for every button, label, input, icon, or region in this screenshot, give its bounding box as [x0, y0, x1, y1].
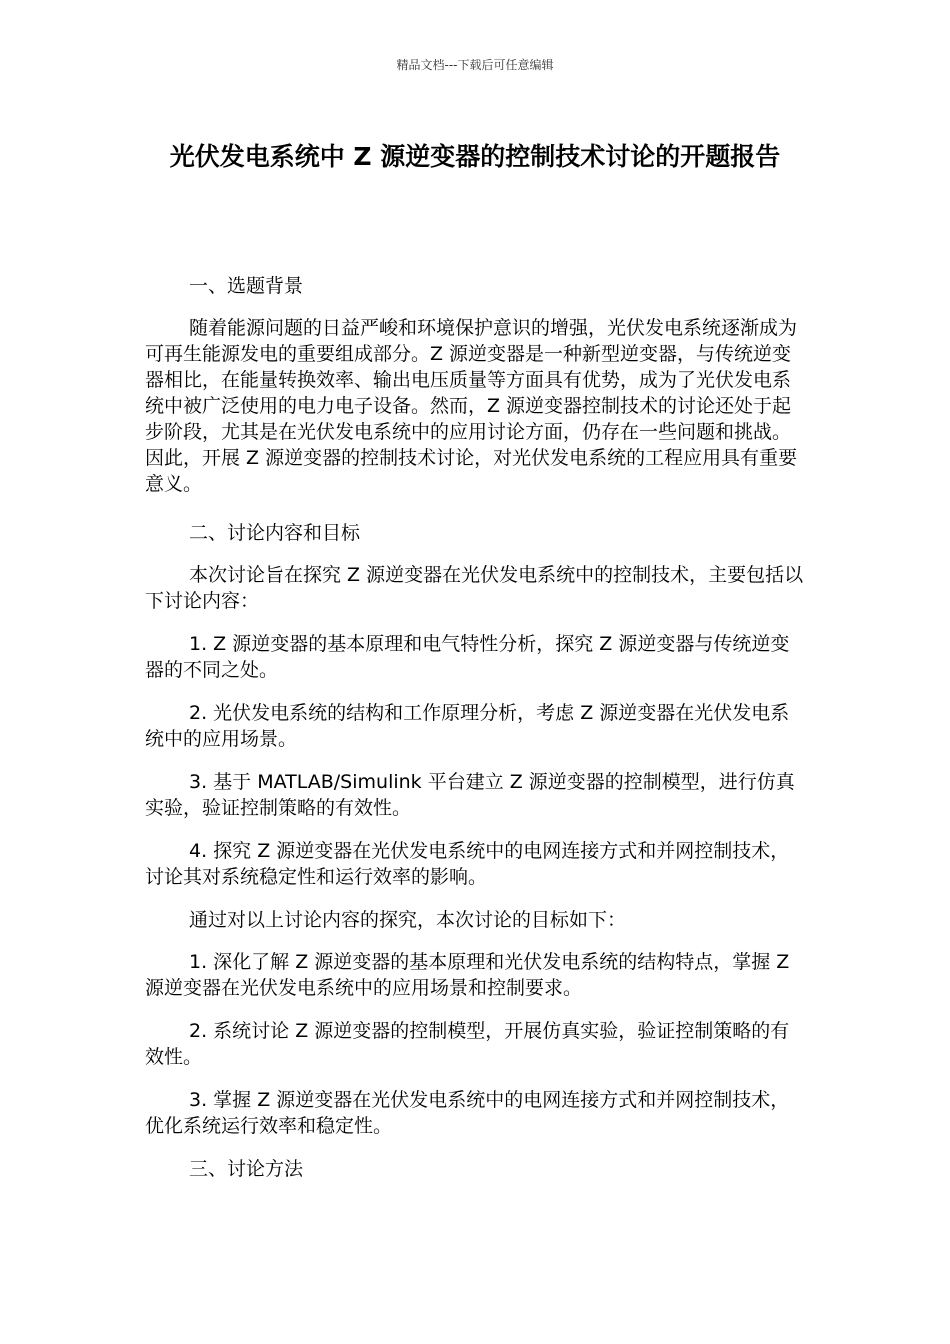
content-item-3: 3. 基于 MATLAB/Simulink 平台建立 Z 源逆变器的控制模型，进行仿真实验，验证控制策略的有效性。 [145, 771, 795, 819]
section-1-heading: 一、选题背景 [189, 275, 304, 297]
content-item-1: 1. Z 源逆变器的基本原理和电气特性分析，探究 Z 源逆变器与传统逆变器的不同之处。 [145, 633, 790, 681]
goal-item-2: 2. 系统讨论 Z 源逆变器的控制模型，开展仿真实验，验证控制策略的有效性。 [145, 1020, 790, 1068]
goal-item-1: 1. 深化了解 Z 源逆变器的基本原理和光伏发电系统的结构特点，掌握 Z 源逆变器在光伏发电系统中的应用场景和控制要求。 [145, 951, 790, 999]
section-3-heading: 三、讨论方法 [189, 1158, 304, 1180]
section-2-heading: 二、讨论内容和目标 [189, 522, 361, 544]
goals-intro-paragraph: 通过对以上讨论内容的探究，本次讨论的目标如下： [189, 909, 627, 931]
section-2-intro-paragraph: 本次讨论旨在探究 Z 源逆变器在光伏发电系统中的控制技术，主要包括以下讨论内容： [145, 564, 804, 612]
section-1-paragraph: 随着能源问题的日益严峻和环境保护意识的增强，光伏发电系统逐渐成为可再生能源发电的重要组成部分。Z 源逆变器是一种新型逆变器，与传统逆变器相比，在能量转换效率、输出电压质量等方面具有优势，成为了光伏发电系统中被广泛使用的电力电子设备。然而，Z 源逆变器控制技术的讨论还处于起步阶段，尤其是在光伏发电系统中的应用讨论方面，仍存在一些问题和挑战。因此，开展 Z 源逆变器的控制技术讨论，对光伏发电系统的工程应用具有重要意义。 [145, 317, 798, 495]
header-note: 精品文档---下载后可任意编辑 [396, 58, 554, 72]
content-item-4: 4. 探究 Z 源逆变器在光伏发电系统中的电网连接方式和并网控制技术，讨论其对系统稳定性和运行效率的影响。 [145, 840, 790, 888]
content-item-2: 2. 光伏发电系统的结构和工作原理分析，考虑 Z 源逆变器在光伏发电系统中的应用场景。 [145, 702, 790, 750]
document-title: 光伏发电系统中 Z 源逆变器的控制技术讨论的开题报告 [169, 142, 781, 171]
goal-item-3: 3. 掌握 Z 源逆变器在光伏发电系统中的电网连接方式和并网控制技术，优化系统运行效率和稳定性。 [145, 1089, 790, 1137]
